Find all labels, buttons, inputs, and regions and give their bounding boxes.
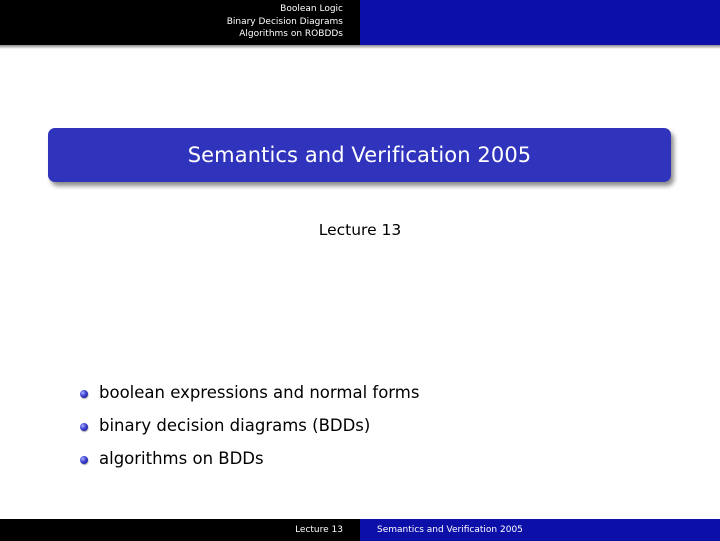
list-item xyxy=(80,442,419,475)
footer-lecture: Lecture 13 xyxy=(295,525,343,535)
footer-left xyxy=(0,519,360,541)
header-right-panel xyxy=(360,0,720,45)
footer-course-title: Semantics and Verification 2005 xyxy=(377,525,523,535)
bullet-text: boolean expressions and normal forms xyxy=(99,383,420,402)
title-box xyxy=(48,128,671,182)
bullet-icon xyxy=(80,423,88,431)
navigation-header xyxy=(0,0,720,45)
slide-title: Semantics and Verification 2005 xyxy=(187,143,532,167)
section-nav xyxy=(0,0,360,45)
bullet-text: binary decision diagrams (BDDs) xyxy=(99,416,371,435)
nav-section-algorithms-on-robdds[interactable]: Algorithms on ROBDDs xyxy=(239,29,343,39)
nav-section-boolean-logic[interactable]: Boolean Logic xyxy=(280,4,343,14)
list-item xyxy=(80,376,419,409)
bullet-icon xyxy=(80,390,88,398)
header-shadow xyxy=(0,45,720,49)
bullet-text: algorithms on BDDs xyxy=(99,449,264,468)
bullet-list xyxy=(80,376,419,475)
slide-subtitle: Lecture 13 xyxy=(318,221,402,239)
footer xyxy=(0,519,720,541)
bullet-icon xyxy=(80,456,88,464)
footer-right xyxy=(360,519,720,541)
list-item xyxy=(80,409,419,442)
nav-section-binary-decision-diagrams[interactable]: Binary Decision Diagrams xyxy=(226,16,343,27)
